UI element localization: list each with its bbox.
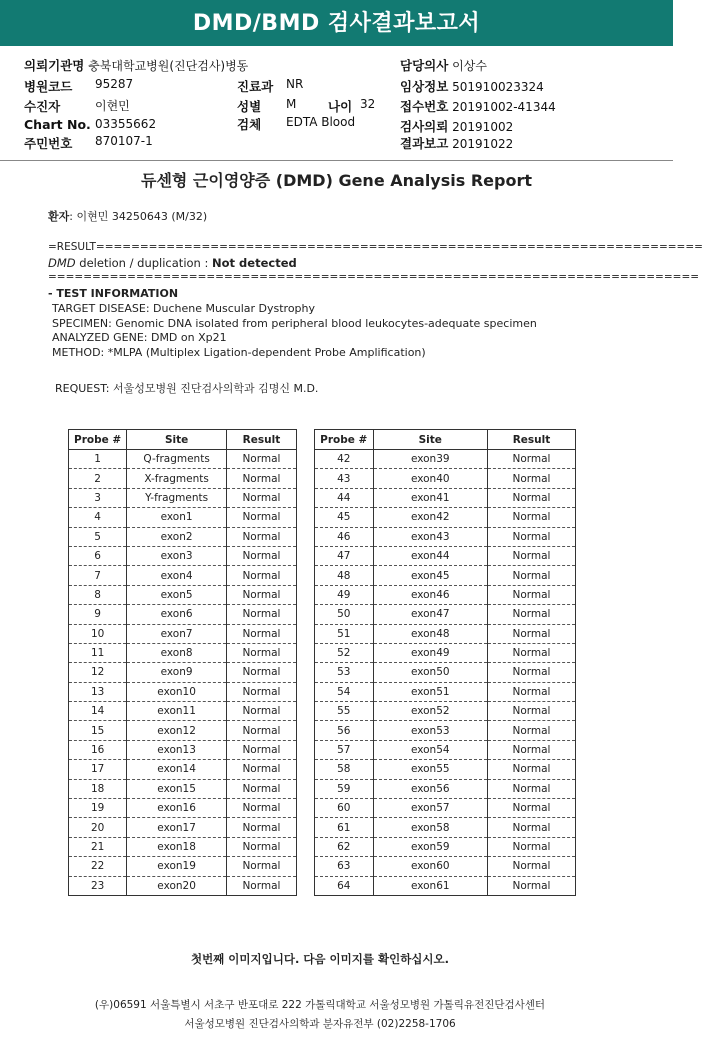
table-cell: 55: [315, 702, 374, 721]
table-cell: Normal: [226, 469, 296, 488]
table-row: [69, 799, 297, 818]
label: 나이: [328, 99, 353, 114]
footer-notice: 첫번째 이미지입니다. 다음 이미지를 확인하십시오.: [190, 952, 450, 966]
table-cell: exon6: [127, 605, 227, 624]
table-cell: 42: [315, 450, 374, 469]
target-disease: TARGET DISEASE: Duchene Muscular Dystrophy: [52, 302, 316, 315]
table-cell: 14: [69, 702, 127, 721]
label: 성별: [237, 99, 262, 114]
chart-no: 03355662: [95, 117, 157, 131]
table-cell: Normal: [487, 488, 575, 507]
column-header: Site: [127, 430, 227, 450]
table-row: [315, 799, 576, 818]
probe-table-right: [314, 429, 576, 896]
table-cell: exon50: [373, 663, 487, 682]
table-cell: Normal: [487, 643, 575, 662]
table-row: [315, 663, 576, 682]
table-cell: Normal: [487, 760, 575, 779]
table-row: [315, 469, 576, 488]
table-row: [315, 760, 576, 779]
table-cell: 19: [69, 799, 127, 818]
value: 이상수: [452, 59, 487, 73]
table-cell: Q-fragments: [127, 450, 227, 469]
table-cell: Normal: [487, 469, 575, 488]
table-header-row: [315, 430, 576, 450]
table-cell: exon17: [127, 818, 227, 837]
institution-row: [24, 56, 248, 74]
table-row: [69, 527, 297, 546]
table-cell: Normal: [226, 779, 296, 798]
table-cell: exon3: [127, 546, 227, 565]
table-cell: 17: [69, 760, 127, 779]
table-cell: exon39: [373, 450, 487, 469]
table-header-row: [69, 430, 297, 450]
table-cell: 7: [69, 566, 127, 585]
table-cell: 18: [69, 779, 127, 798]
table-row: [315, 702, 576, 721]
table-cell: exon54: [373, 740, 487, 759]
result-line: =RESULT=====================================================================: [48, 241, 703, 253]
table-cell: 58: [315, 760, 374, 779]
label: 담당의사: [400, 58, 449, 73]
table-cell: 62: [315, 837, 374, 856]
table-cell: 56: [315, 721, 374, 740]
table-row: [69, 566, 297, 585]
table-cell: Normal: [487, 546, 575, 565]
table-cell: exon56: [373, 779, 487, 798]
table-cell: Normal: [487, 799, 575, 818]
label: 환자: [48, 210, 70, 223]
clinical-info: 501910023324: [452, 80, 544, 94]
method: METHOD: *MLPA (Multiplex Ligation-dependent Probe Amplification): [52, 346, 426, 359]
analyzed-gene: ANALYZED GENE: DMD on Xp21: [52, 331, 227, 344]
test-info-heading: - TEST INFORMATION: [48, 287, 179, 300]
table-cell: Normal: [226, 450, 296, 469]
table-row: [315, 605, 576, 624]
table-cell: 52: [315, 643, 374, 662]
table-cell: 51: [315, 624, 374, 643]
table-cell: exon61: [373, 876, 487, 895]
table-cell: exon52: [373, 702, 487, 721]
table-cell: Normal: [487, 837, 575, 856]
table-cell: Normal: [487, 779, 575, 798]
table-cell: exon20: [127, 876, 227, 895]
table-cell: Normal: [226, 508, 296, 527]
table-cell: exon12: [127, 721, 227, 740]
table-cell: exon44: [373, 546, 487, 565]
label: 임상정보: [400, 79, 449, 94]
value: 충북대학교병원(진단검사)병동: [88, 59, 249, 73]
label: 수진자: [24, 99, 61, 114]
table-cell: exon57: [373, 799, 487, 818]
table-cell: 60: [315, 799, 374, 818]
age: 32: [360, 97, 376, 111]
table-cell: Normal: [226, 488, 296, 507]
table-cell: 11: [69, 643, 127, 662]
label: 검사의뢰: [400, 119, 449, 134]
table-cell: Normal: [226, 566, 296, 585]
table-cell: Normal: [226, 585, 296, 604]
table-cell: Normal: [487, 876, 575, 895]
table-cell: exon5: [127, 585, 227, 604]
table-row: [315, 508, 576, 527]
table-cell: 8: [69, 585, 127, 604]
column-header: Result: [226, 430, 296, 450]
table-row: [315, 818, 576, 837]
table-cell: exon55: [373, 760, 487, 779]
table-cell: Normal: [487, 605, 575, 624]
table-row: [69, 624, 297, 643]
table-row: [69, 546, 297, 565]
specimen-info: SPECIMEN: Genomic DNA isolated from peripheral blood leukocytes-adequate specimen: [52, 317, 537, 330]
table-row: [315, 779, 576, 798]
table-cell: 53: [315, 663, 374, 682]
column-header: Probe #: [315, 430, 374, 450]
label: 주민번호: [24, 136, 73, 151]
table-cell: exon53: [373, 721, 487, 740]
table-cell: 48: [315, 566, 374, 585]
table-cell: exon8: [127, 643, 227, 662]
table-cell: 3: [69, 488, 127, 507]
table-row: [69, 876, 297, 895]
table-row: [315, 721, 576, 740]
table-row: [69, 721, 297, 740]
table-cell: exon1: [127, 508, 227, 527]
table-cell: exon51: [373, 682, 487, 701]
table-cell: Normal: [487, 682, 575, 701]
table-cell: Normal: [226, 663, 296, 682]
sex: M: [286, 97, 297, 111]
table-cell: exon40: [373, 469, 487, 488]
table-cell: exon47: [373, 605, 487, 624]
table-cell: exon15: [127, 779, 227, 798]
label: 결과보고: [400, 136, 449, 151]
report-title: 듀센형 근이영양증 (DMD) Gene Analysis Report: [140, 171, 532, 190]
table-cell: Normal: [226, 818, 296, 837]
resident-id: 870107-1: [95, 134, 153, 148]
table-row: [315, 488, 576, 507]
table-cell: Normal: [487, 566, 575, 585]
table-cell: exon58: [373, 818, 487, 837]
table-row: [315, 643, 576, 662]
table-cell: 47: [315, 546, 374, 565]
table-cell: exon48: [373, 624, 487, 643]
table-cell: Normal: [487, 857, 575, 876]
column-header: Probe #: [69, 430, 127, 450]
table-cell: Normal: [487, 818, 575, 837]
table-cell: X-fragments: [127, 469, 227, 488]
table-cell: Normal: [487, 450, 575, 469]
table-cell: 1: [69, 450, 127, 469]
label: 의뢰기관명: [24, 58, 85, 73]
table-cell: 49: [315, 585, 374, 604]
hospital-code: 95287: [95, 77, 134, 91]
table-cell: 22: [69, 857, 127, 876]
table-cell: 45: [315, 508, 374, 527]
table-cell: exon49: [373, 643, 487, 662]
table-cell: exon41: [373, 488, 487, 507]
table-cell: 2: [69, 469, 127, 488]
table-cell: exon9: [127, 663, 227, 682]
table-cell: exon43: [373, 527, 487, 546]
table-cell: 23: [69, 876, 127, 895]
table-cell: exon13: [127, 740, 227, 759]
table-row: [69, 702, 297, 721]
table-cell: Normal: [487, 702, 575, 721]
table-cell: 9: [69, 605, 127, 624]
table-cell: exon4: [127, 566, 227, 585]
table-cell: Normal: [487, 624, 575, 643]
table-row: [69, 818, 297, 837]
report-header: DMD/BMD 검사결과보고서: [0, 0, 673, 46]
table-cell: 4: [69, 508, 127, 527]
table-cell: Normal: [226, 760, 296, 779]
table-cell: 46: [315, 527, 374, 546]
label: Chart No.: [24, 117, 91, 132]
table-cell: 21: [69, 837, 127, 856]
table-cell: Normal: [226, 605, 296, 624]
table-cell: exon18: [127, 837, 227, 856]
table-cell: Normal: [487, 585, 575, 604]
table-cell: 43: [315, 469, 374, 488]
table-row: [69, 585, 297, 604]
table-row: [315, 566, 576, 585]
table-cell: Normal: [226, 643, 296, 662]
result-value: Not detected: [212, 256, 297, 270]
separator-line: ==========================================================================: [48, 271, 700, 283]
table-cell: 50: [315, 605, 374, 624]
table-cell: 57: [315, 740, 374, 759]
table-cell: 59: [315, 779, 374, 798]
table-row: [69, 508, 297, 527]
table-cell: 63: [315, 857, 374, 876]
table-row: [315, 585, 576, 604]
table-row: [69, 682, 297, 701]
table-cell: 54: [315, 682, 374, 701]
table-row: [69, 837, 297, 856]
table-cell: Normal: [226, 682, 296, 701]
table-cell: 64: [315, 876, 374, 895]
table-cell: exon45: [373, 566, 487, 585]
table-cell: Normal: [226, 857, 296, 876]
table-cell: 44: [315, 488, 374, 507]
table-cell: 20: [69, 818, 127, 837]
table-cell: exon46: [373, 585, 487, 604]
table-row: [69, 450, 297, 469]
table-row: [315, 740, 576, 759]
table-row: [315, 837, 576, 856]
table-cell: exon10: [127, 682, 227, 701]
receipt-no: 20191002-41344: [452, 100, 556, 114]
table-cell: Normal: [226, 799, 296, 818]
table-row: [69, 488, 297, 507]
table-row: [315, 682, 576, 701]
report-date: 20191022: [452, 137, 514, 151]
result-text: DMD deletion / duplication : Not detected: [48, 256, 297, 270]
table-row: [69, 663, 297, 682]
probe-table-left: [68, 429, 297, 896]
table-cell: 12: [69, 663, 127, 682]
table-cell: 5: [69, 527, 127, 546]
table-cell: Normal: [226, 527, 296, 546]
table-row: [315, 624, 576, 643]
table-cell: 61: [315, 818, 374, 837]
specimen: EDTA Blood: [286, 115, 356, 129]
label: 병원코드: [24, 79, 73, 94]
footer-address: (우)06591 서울특별시 서초구 반포대로 222 가톨릭대학교 서울성모병원 가톨릭유전진단검사센터: [94, 999, 546, 1011]
table-cell: Normal: [487, 663, 575, 682]
table-row: [69, 760, 297, 779]
table-cell: Normal: [487, 527, 575, 546]
table-cell: exon7: [127, 624, 227, 643]
table-cell: exon14: [127, 760, 227, 779]
request-date: 20191002: [452, 120, 514, 134]
column-header: Site: [373, 430, 487, 450]
table-cell: 16: [69, 740, 127, 759]
table-cell: Normal: [226, 624, 296, 643]
table-cell: exon11: [127, 702, 227, 721]
table-row: [315, 876, 576, 895]
table-row: [69, 643, 297, 662]
label: 접수번호: [400, 99, 449, 114]
table-row: [69, 740, 297, 759]
dept: NR: [286, 77, 304, 91]
table-cell: exon60: [373, 857, 487, 876]
table-cell: Y-fragments: [127, 488, 227, 507]
table-row: [69, 857, 297, 876]
divider: [0, 160, 673, 161]
patient-name: 이현민: [95, 99, 130, 113]
table-cell: 15: [69, 721, 127, 740]
table-cell: exon2: [127, 527, 227, 546]
table-cell: Normal: [487, 721, 575, 740]
table-cell: Normal: [226, 837, 296, 856]
doctor-row: [400, 56, 487, 74]
label: 진료과: [237, 79, 274, 94]
table-row: [315, 527, 576, 546]
table-cell: Normal: [226, 702, 296, 721]
table-cell: 6: [69, 546, 127, 565]
column-header: Result: [487, 430, 575, 450]
table-cell: exon16: [127, 799, 227, 818]
table-row: [69, 469, 297, 488]
table-cell: 13: [69, 682, 127, 701]
label: 검체: [237, 117, 262, 132]
patient-line: : 이현민 34250643 (M/32): [69, 210, 208, 223]
table-cell: Normal: [226, 740, 296, 759]
table-cell: Normal: [487, 508, 575, 527]
table-cell: exon59: [373, 837, 487, 856]
table-cell: Normal: [226, 721, 296, 740]
request: REQUEST: 서울성모병원 진단검사의학과 김명신 M.D.: [55, 382, 319, 395]
table-row: [315, 450, 576, 469]
footer-dept: 서울성모병원 진단검사의학과 분자유전부 (02)2258-1706: [184, 1018, 456, 1030]
table-row: [315, 857, 576, 876]
table-cell: exon19: [127, 857, 227, 876]
table-cell: Normal: [226, 546, 296, 565]
table-row: [69, 605, 297, 624]
table-row: [69, 779, 297, 798]
table-cell: exon42: [373, 508, 487, 527]
table-cell: Normal: [226, 876, 296, 895]
table-row: [315, 546, 576, 565]
table-cell: 10: [69, 624, 127, 643]
table-cell: Normal: [487, 740, 575, 759]
